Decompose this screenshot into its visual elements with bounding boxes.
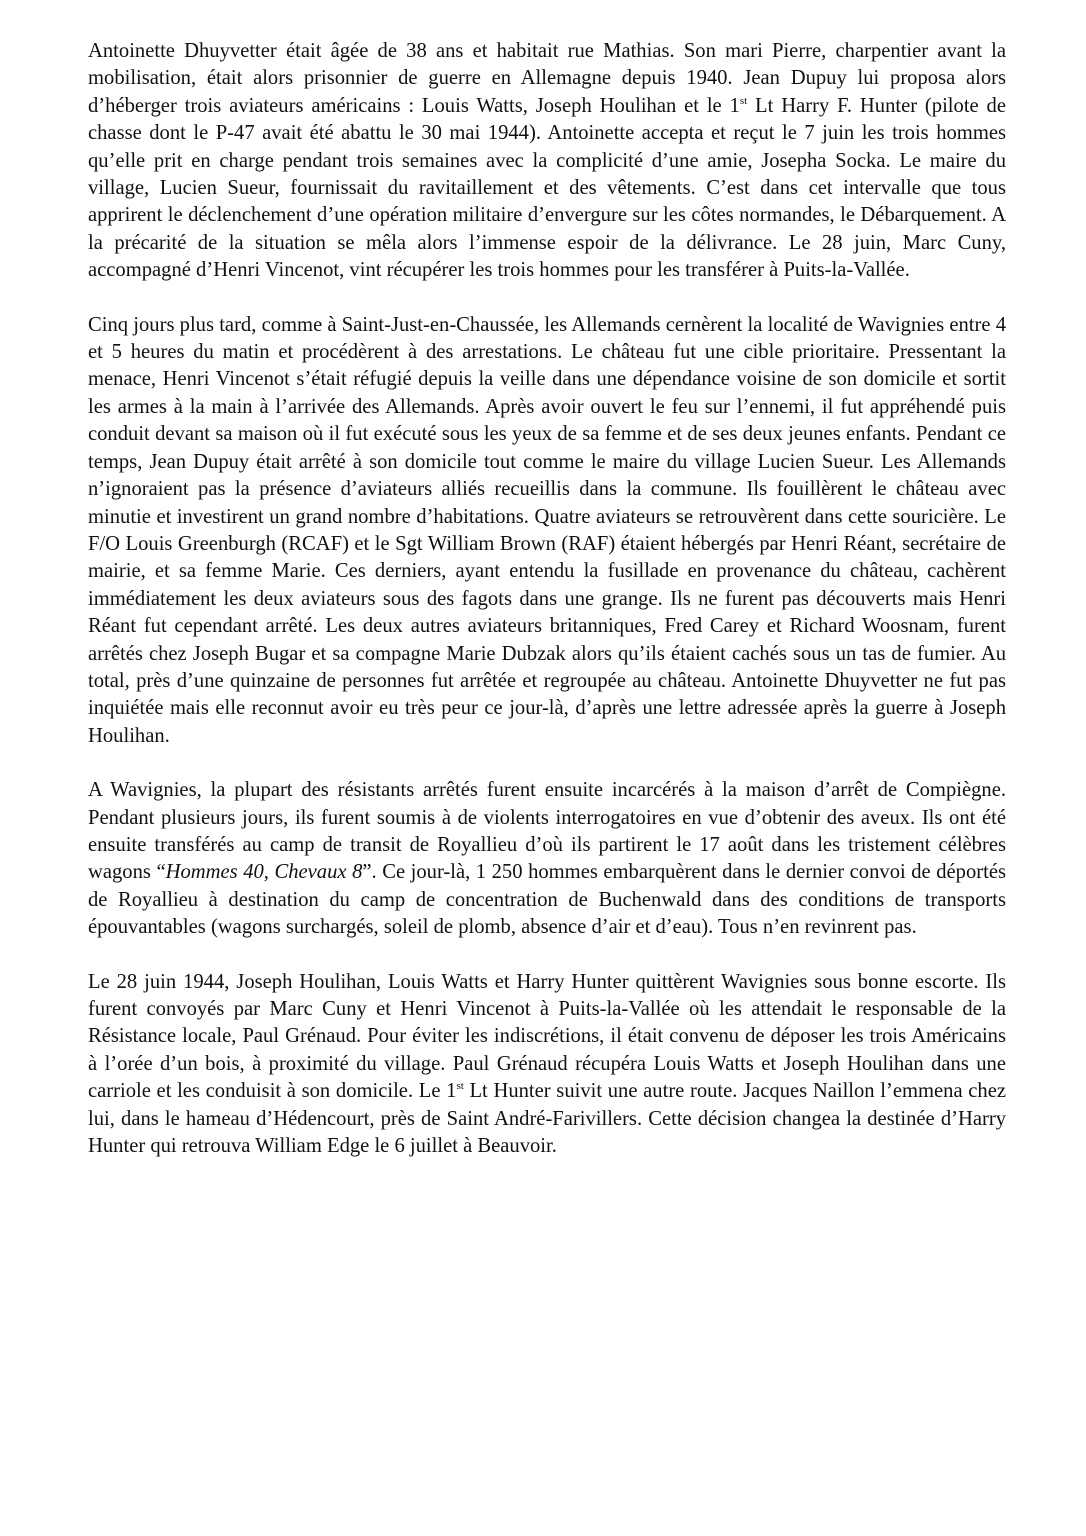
paragraph-1-text-a: Antoinette Dhuyvetter était âgée de 38 ans et habitait rue Mathias. Son mari Pierre, charpentier avant la mobilisation, était alors prisonnier de guerre en Allemagne depuis 1940. Jean Dupuy lui proposa alors d’héberger trois aviateurs américains : Louis Watts, Joseph Houlihan et le 1 (88, 40, 1006, 117)
paragraph-4 (88, 969, 1006, 1161)
ordinal-superscript: st (456, 1079, 464, 1092)
wagon-inscription-quote: Hommes 40, Chevaux 8 (165, 861, 363, 884)
paragraph-2: Cinq jours plus tard, comme à Saint-Just-en-Chaussée, les Allemands cernèrent la localité de Wavignies entre 4 et 5 heures du matin et procédèrent à des arrestations. Le château fut une cible prioritaire. Pressentant la menace, Henri Vincenot s’était réfugié depuis la veille dans une dépendance voisine de son domicile et sortit les armes à la main à l’arrivée des Allemands. Après avoir ouvert le feu sur l’ennemi, il fut appréhendé puis conduit devant sa maison où il fut exécuté sous les yeux de sa femme et de ses deux jeunes enfants. Pendant ce temps, Jean Dupuy était arrêté à son domicile tout comme le maire du village Lucien Sueur. Les Allemands n’ignoraient pas la présence d’aviateurs alliés recueillis dans la commune. Ils fouillèrent le château avec minutie et investirent un grand nombre d’habitations. Quatre aviateurs se retrouvèrent dans cette souricière. Le F/O Louis Greenburgh (RCAF) et le Sgt William Brown (RAF) étaient hébergés par Henri Réant, secrétaire de mairie, et sa femme Marie. Ces derniers, ayant entendu la fusillade en provenance du château, cachèrent immédiatement les deux aviateurs sous des fagots dans une grange. Ils ne furent pas découverts mais Henri Réant fut cependant arrêté. Les deux autres aviateurs britanniques, Fred Carey et Richard Woosnam, furent arrêtés chez Joseph Bugar et sa compagne Marie Dubzak alors qu’ils étaient cachés sous un tas de fumier. Au total, près d’une quinzaine de personnes fut arrêtée et regroupée au château. Antoinette Dhuyvetter ne fut pas inquiétée mais elle reconnut avoir eu très peur ce jour-là, d’après une lettre adressée après la guerre à Joseph Houlihan. (88, 313, 1006, 747)
paragraph-4-text-b: Lt Hunter suivit une autre route. Jacques Naillon l’emmena chez lui, dans le hameau d’Hédencourt, près de Saint André-Farivillers. Cette décision changea la destinée d’Harry Hunter qui retrouva William Edge le 6 juillet à Beauvoir. (88, 1080, 1006, 1158)
paragraph-3 (88, 777, 1006, 941)
paragraph-3-text-a: A Wavignies, la plupart des résistants arrêtés furent ensuite incarcérés à la maison d’arrêt de Compiègne. Pendant plusieurs jours, ils furent soumis à de violents interrogatoires en vue d’obtenir des aveux. Ils ont été ensuite transférés au camp de transit de Royallieu d’où ils partirent le 17 août dans les tristement célèbres wagons “ (88, 779, 1006, 884)
ordinal-superscript: st (739, 94, 748, 107)
paragraph-3-text-b: ”. Ce jour-là, 1 250 hommes embarquèrent dans le dernier convoi de déportés de Royallieu à destination du camp de concentration de Buchenwald dans des conditions de transports épouvantables (wagons surchargés, soleil de plomb, absence d’air et d’eau). Tous n’en revinrent pas. (88, 861, 1006, 939)
paragraph-1-text-b: Lt Harry F. Hunter (pilote de chasse dont le P-47 avait été abattu le 30 mai 1944). Antoinette accepta et reçut le 7 juin les trois hommes qu’elle prit en charge pendant trois semaines avec la complicité d’une amie, Josepha Socka. Le maire du village, Lucien Sueur, fournissait du ravitaillement et des vêtements. C’est dans cet intervalle que tous apprirent le déclenchement d’une opération militaire d’envergure sur les côtes normandes, le Débarquement. A la précarité de la situation se mêla alors l’immense espoir de la délivrance. Le 28 juin, Marc Cuny, accompagné d’Henri Vincenot, vint récupérer les trois hommes pour les transférer à Puits-la-Vallée. (88, 94, 1006, 282)
paragraph-1 (88, 38, 1006, 285)
document-page (88, 38, 1006, 1160)
paragraph-4-text-a: Le 28 juin 1944, Joseph Houlihan, Louis Watts et Harry Hunter quittèrent Wavignies sous bonne escorte. Ils furent convoyés par Marc Cuny et Henri Vincenot à Puits-la-Vallée où les attendait le responsable de la Résistance locale, Paul Grénaud. Pour éviter les indiscrétions, il était convenu de déposer les trois Américains à l’orée d’un bois, à proximité du village. Paul Grénaud récupéra Louis Watts et Joseph Houlihan dans une carriole et les conduisit à son domicile. Le 1 (88, 970, 1006, 1103)
